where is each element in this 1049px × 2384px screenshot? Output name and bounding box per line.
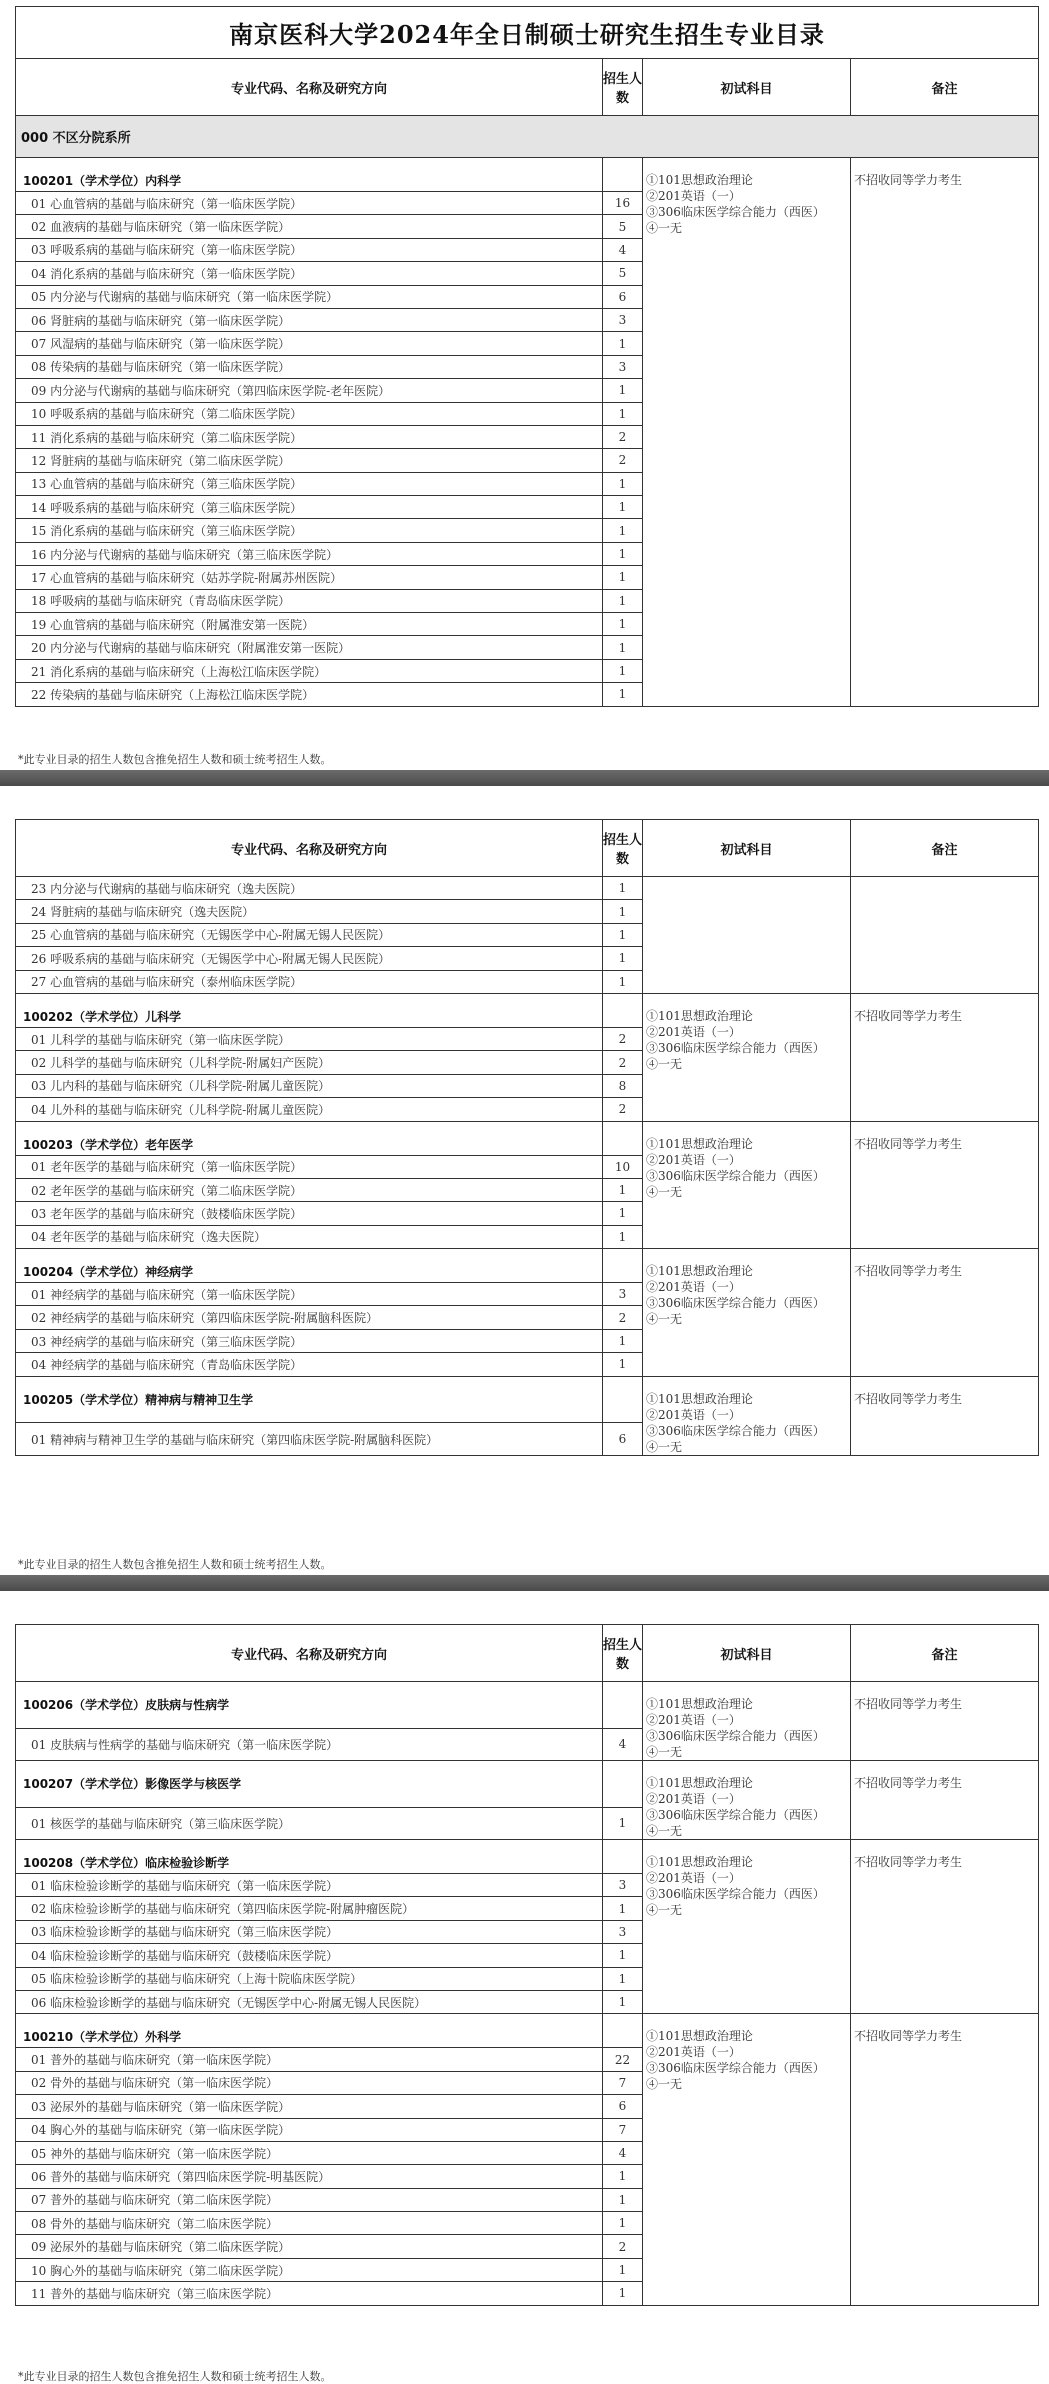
exam-subject-item: ④一无 — [646, 1184, 683, 1199]
remark-cell — [851, 877, 1039, 994]
exam-subject-item: ①101思想政治理论 — [646, 1855, 753, 1869]
direction-quota: 1 — [603, 496, 643, 519]
remark-text: 不招收同等学力考生 — [854, 1264, 963, 1279]
direction-quota: 5 — [603, 215, 643, 238]
header-notes: 备注 — [851, 1625, 1039, 1682]
header-major: 专业代码、名称及研究方向 — [16, 820, 603, 877]
direction-quota: 1 — [603, 947, 643, 970]
direction-quota: 5 — [603, 262, 643, 285]
direction-name: 03 泌尿外的基础与临床研究（第一临床医学院） — [16, 2095, 603, 2118]
exam-subject-item: ②201英语（一） — [646, 189, 741, 203]
exam-subject-item: ①101思想政治理论 — [646, 1264, 753, 1279]
page-separator — [0, 1575, 1049, 1591]
remark-cell — [851, 1761, 1039, 1840]
direction-name: 03 呼吸系病的基础与临床研究（第一临床医学院） — [16, 238, 603, 261]
direction-quota: 1 — [603, 1329, 643, 1352]
direction-quota: 22 — [603, 2048, 643, 2071]
exam-subjects — [643, 1249, 851, 1377]
major-quota — [603, 1376, 643, 1423]
exam-subject-item: ③306临床医学综合能力（西医） — [646, 1729, 825, 1743]
exam-subject-item: ②201英语（一） — [646, 2045, 741, 2060]
direction-quota: 1 — [603, 636, 643, 659]
direction-quota: 16 — [603, 192, 643, 215]
direction-quota: 6 — [603, 285, 643, 308]
direction-quota: 3 — [603, 1874, 643, 1897]
catalog-table-1 — [15, 6, 1038, 707]
header-quota: 招生人数 — [603, 820, 643, 877]
major-row — [16, 158, 1039, 192]
direction-quota: 4 — [603, 238, 643, 261]
exam-subject-item: ②201英语（一） — [646, 1713, 741, 1727]
direction-name: 02 血液病的基础与临床研究（第一临床医学院） — [16, 215, 603, 238]
direction-name: 01 儿科学的基础与临床研究（第一临床医学院） — [16, 1027, 603, 1050]
direction-name: 06 普外的基础与临床研究（第四临床医学院-明基医院） — [16, 2165, 603, 2188]
direction-quota: 3 — [603, 1283, 643, 1306]
page-title: 南京医科大学2024年全日制硕士研究生招生专业目录 — [16, 7, 1039, 59]
major-name: 100207（学术学位）影像医学与核医学 — [16, 1761, 603, 1808]
direction-name: 12 肾脏病的基础与临床研究（第二临床医学院） — [16, 449, 603, 472]
remark-text: 不招收同等学力考生 — [854, 1855, 963, 1869]
major-name: 100204（学术学位）神经病学 — [16, 1249, 603, 1283]
direction-name: 22 传染病的基础与临床研究（上海松江临床医学院） — [16, 683, 603, 706]
direction-name: 11 普外的基础与临床研究（第三临床医学院） — [16, 2282, 603, 2305]
direction-quota: 2 — [603, 1098, 643, 1121]
direction-name: 16 内分泌与代谢病的基础与临床研究（第三临床医学院） — [16, 542, 603, 565]
major-row — [16, 1121, 1039, 1155]
direction-quota: 2 — [603, 1306, 643, 1329]
direction-quota: 1 — [603, 1178, 643, 1201]
direction-quota: 3 — [603, 355, 643, 378]
exam-subject-item: ③306临床医学综合能力（西医） — [646, 1808, 825, 1822]
exam-subject-item: ②201英语（一） — [646, 1407, 741, 1422]
remark-text: 不招收同等学力考生 — [854, 1697, 963, 1711]
exam-subject-item: ④一无 — [646, 1056, 683, 1071]
footnote: *此专业目录的招生人数包含推免招生人数和硕士统考招生人数。 — [18, 753, 332, 766]
exam-subject-item: ④一无 — [646, 1312, 683, 1327]
direction-name: 02 儿科学的基础与临床研究（儿科学院-附属妇产医院） — [16, 1051, 603, 1074]
direction-quota: 6 — [603, 1423, 643, 1455]
direction-name: 05 临床检验诊断学的基础与临床研究（上海十院临床医学院） — [16, 1967, 603, 1990]
exam-subject-item: ①101思想政治理论 — [646, 1136, 753, 1151]
direction-quota: 1 — [603, 1807, 643, 1839]
direction-name: 17 心血管病的基础与临床研究（姑苏学院-附属苏州医院） — [16, 566, 603, 589]
direction-name: 21 消化系病的基础与临床研究（上海松江临床医学院） — [16, 659, 603, 682]
major-quota — [603, 1840, 643, 1874]
major-row — [16, 1840, 1039, 1874]
direction-quota: 1 — [603, 877, 643, 900]
remark-cell — [851, 1249, 1039, 1377]
exam-subject-item: ②201英语（一） — [646, 1792, 741, 1806]
major-name: 100208（学术学位）临床检验诊断学 — [16, 1840, 603, 1874]
remark-text: 不招收同等学力考生 — [854, 173, 963, 187]
catalog-table-3 — [15, 1624, 1038, 2306]
exam-subjects — [643, 993, 851, 1121]
direction-name: 09 泌尿外的基础与临床研究（第二临床医学院） — [16, 2235, 603, 2258]
exam-subject-item: ②201英语（一） — [646, 1280, 741, 1295]
direction-quota: 1 — [603, 402, 643, 425]
direction-quota: 1 — [603, 589, 643, 612]
major-row — [16, 1376, 1039, 1423]
direction-quota: 1 — [603, 2282, 643, 2305]
direction-name: 04 胸心外的基础与临床研究（第一临床医学院） — [16, 2118, 603, 2141]
direction-name: 20 内分泌与代谢病的基础与临床研究（附属淮安第一医院） — [16, 636, 603, 659]
catalog-table-2 — [15, 819, 1038, 1456]
direction-quota: 1 — [603, 542, 643, 565]
direction-name: 01 皮肤病与性病学的基础与临床研究（第一临床医学院） — [16, 1728, 603, 1760]
direction-name: 06 临床检验诊断学的基础与临床研究（无锡医学中心-附属无锡人民医院） — [16, 1990, 603, 2013]
exam-subject-item: ④一无 — [646, 221, 683, 235]
exam-subject-item: ①101思想政治理论 — [646, 1008, 753, 1023]
remark-cell — [851, 158, 1039, 707]
direction-name: 04 消化系病的基础与临床研究（第一临床医学院） — [16, 262, 603, 285]
exam-subject-item: ③306临床医学综合能力（西医） — [646, 1296, 825, 1311]
header-notes: 备注 — [851, 59, 1039, 116]
exam-subject-item: ③306临床医学综合能力（西医） — [646, 1040, 825, 1055]
direction-name: 03 儿内科的基础与临床研究（儿科学院-附属儿童医院） — [16, 1074, 603, 1097]
exam-subject-item: ③306临床医学综合能力（西医） — [646, 1887, 825, 1901]
direction-name: 27 心血管病的基础与临床研究（泰州临床医学院） — [16, 970, 603, 993]
remark-cell — [851, 993, 1039, 1121]
direction-name: 07 普外的基础与临床研究（第二临床医学院） — [16, 2188, 603, 2211]
direction-quota: 1 — [603, 519, 643, 542]
exam-subjects — [643, 1761, 851, 1840]
exam-subject-item: ①101思想政治理论 — [646, 2029, 753, 2044]
footnote: *此专业目录的招生人数包含推免招生人数和硕士统考招生人数。 — [18, 1558, 332, 1571]
major-row — [16, 2014, 1039, 2048]
exam-subject-item: ④一无 — [646, 1903, 683, 1917]
remark-text: 不招收同等学力考生 — [854, 2029, 963, 2044]
direction-quota: 10 — [603, 1155, 643, 1178]
direction-name: 23 内分泌与代谢病的基础与临床研究（逸夫医院） — [16, 877, 603, 900]
exam-subjects — [643, 1376, 851, 1455]
direction-quota: 1 — [603, 923, 643, 946]
direction-name: 14 呼吸系病的基础与临床研究（第三临床医学院） — [16, 496, 603, 519]
direction-name: 02 神经病学的基础与临床研究（第四临床医学院-附属脑科医院） — [16, 1306, 603, 1329]
header-subjects: 初试科目 — [643, 1625, 851, 1682]
direction-name: 11 消化系病的基础与临床研究（第二临床医学院） — [16, 425, 603, 448]
exam-subject-item: ④一无 — [646, 1745, 683, 1759]
direction-quota: 2 — [603, 425, 643, 448]
direction-quota: 1 — [603, 2258, 643, 2281]
major-quota — [603, 158, 643, 192]
direction-quota: 4 — [603, 1728, 643, 1760]
exam-subjects — [643, 1121, 851, 1249]
major-row — [16, 1761, 1039, 1808]
direction-quota: 1 — [603, 659, 643, 682]
direction-name: 19 心血管病的基础与临床研究（附属淮安第一医院） — [16, 613, 603, 636]
department-row: 000 不区分院系所 — [16, 116, 1039, 158]
direction-name: 08 骨外的基础与临床研究（第二临床医学院） — [16, 2212, 603, 2235]
exam-subjects — [643, 1840, 851, 2014]
direction-name: 04 神经病学的基础与临床研究（青岛临床医学院） — [16, 1353, 603, 1376]
direction-name: 03 神经病学的基础与临床研究（第三临床医学院） — [16, 1329, 603, 1352]
direction-name: 01 普外的基础与临床研究（第一临床医学院） — [16, 2048, 603, 2071]
exam-subject-item: ①101思想政治理论 — [646, 1697, 753, 1711]
direction-quota: 1 — [603, 472, 643, 495]
major-quota — [603, 1761, 643, 1808]
direction-name: 24 肾脏病的基础与临床研究（逸夫医院） — [16, 900, 603, 923]
remark-text: 不招收同等学力考生 — [854, 1008, 963, 1023]
direction-name: 05 神外的基础与临床研究（第一临床医学院） — [16, 2141, 603, 2164]
major-name: 100210（学术学位）外科学 — [16, 2014, 603, 2048]
direction-name: 02 老年医学的基础与临床研究（第二临床医学院） — [16, 1178, 603, 1201]
exam-subject-item: ①101思想政治理论 — [646, 1391, 753, 1406]
footnote: *此专业目录的招生人数包含推免招生人数和硕士统考招生人数。 — [18, 2370, 332, 2383]
direction-quota: 1 — [603, 1897, 643, 1920]
remark-text: 不招收同等学力考生 — [854, 1391, 963, 1406]
direction-name: 01 神经病学的基础与临床研究（第一临床医学院） — [16, 1283, 603, 1306]
direction-quota: 2 — [603, 449, 643, 472]
header-notes: 备注 — [851, 820, 1039, 877]
direction-name: 18 呼吸病的基础与临床研究（青岛临床医学院） — [16, 589, 603, 612]
exam-subject-item: ③306临床医学综合能力（西医） — [646, 1423, 825, 1438]
direction-name: 04 儿外科的基础与临床研究（儿科学院-附属儿童医院） — [16, 1098, 603, 1121]
direction-quota: 4 — [603, 2141, 643, 2164]
exam-subject-item: ②201英语（一） — [646, 1871, 741, 1885]
remark-cell — [851, 2014, 1039, 2305]
major-name: 100202（学术学位）儿科学 — [16, 993, 603, 1027]
direction-quota: 1 — [603, 2165, 643, 2188]
direction-quota: 1 — [603, 613, 643, 636]
direction-name: 15 消化系病的基础与临床研究（第三临床医学院） — [16, 519, 603, 542]
remark-cell — [851, 1682, 1039, 1761]
direction-name: 07 风湿病的基础与临床研究（第一临床医学院） — [16, 332, 603, 355]
header-subjects: 初试科目 — [643, 820, 851, 877]
major-name: 100203（学术学位）老年医学 — [16, 1121, 603, 1155]
direction-name: 08 传染病的基础与临床研究（第一临床医学院） — [16, 355, 603, 378]
direction-name: 03 老年医学的基础与临床研究（鼓楼临床医学院） — [16, 1202, 603, 1225]
direction-quota: 1 — [603, 332, 643, 355]
direction-quota: 1 — [603, 1944, 643, 1967]
exam-subjects — [643, 877, 851, 994]
direction-name: 10 胸心外的基础与临床研究（第二临床医学院） — [16, 2258, 603, 2281]
major-row — [16, 1249, 1039, 1283]
exam-subjects — [643, 1682, 851, 1761]
major-quota — [603, 2014, 643, 2048]
exam-subject-item: ②201英语（一） — [646, 1152, 741, 1167]
direction-quota: 7 — [603, 2118, 643, 2141]
major-quota — [603, 1121, 643, 1155]
header-major: 专业代码、名称及研究方向 — [16, 1625, 603, 1682]
direction-quota: 6 — [603, 2095, 643, 2118]
direction-name: 01 老年医学的基础与临床研究（第一临床医学院） — [16, 1155, 603, 1178]
direction-row — [16, 877, 1039, 900]
direction-name: 01 精神病与精神卫生学的基础与临床研究（第四临床医学院-附属脑科医院） — [16, 1423, 603, 1455]
major-name: 100205（学术学位）精神病与精神卫生学 — [16, 1376, 603, 1423]
direction-quota: 3 — [603, 1920, 643, 1943]
exam-subject-item: ①101思想政治理论 — [646, 1776, 753, 1790]
exam-subject-item: ③306临床医学综合能力（西医） — [646, 205, 825, 219]
direction-name: 09 内分泌与代谢病的基础与临床研究（第四临床医学院-老年医院） — [16, 379, 603, 402]
direction-quota: 8 — [603, 1074, 643, 1097]
direction-quota: 1 — [603, 566, 643, 589]
direction-name: 05 内分泌与代谢病的基础与临床研究（第一临床医学院） — [16, 285, 603, 308]
page-separator — [0, 770, 1049, 786]
direction-quota: 2 — [603, 2235, 643, 2258]
direction-name: 10 呼吸系病的基础与临床研究（第二临床医学院） — [16, 402, 603, 425]
direction-quota: 1 — [603, 900, 643, 923]
direction-quota: 1 — [603, 1202, 643, 1225]
direction-quota: 1 — [603, 1353, 643, 1376]
exam-subject-item: ④一无 — [646, 2077, 683, 2092]
direction-name: 02 临床检验诊断学的基础与临床研究（第四临床医学院-附属肿瘤医院） — [16, 1897, 603, 1920]
remark-text: 不招收同等学力考生 — [854, 1776, 963, 1790]
direction-quota: 7 — [603, 2071, 643, 2094]
remark-text: 不招收同等学力考生 — [854, 1136, 963, 1151]
direction-name: 06 肾脏病的基础与临床研究（第一临床医学院） — [16, 308, 603, 331]
header-quota: 招生人数 — [603, 1625, 643, 1682]
direction-name: 01 核医学的基础与临床研究（第三临床医学院） — [16, 1807, 603, 1839]
exam-subject-item: ②201英语（一） — [646, 1024, 741, 1039]
major-quota — [603, 993, 643, 1027]
direction-quota: 1 — [603, 2188, 643, 2211]
exam-subject-item: ③306临床医学综合能力（西医） — [646, 1168, 825, 1183]
remark-cell — [851, 1376, 1039, 1455]
exam-subjects — [643, 2014, 851, 2305]
header-subjects: 初试科目 — [643, 59, 851, 116]
direction-name: 04 老年医学的基础与临床研究（逸夫医院） — [16, 1225, 603, 1248]
major-row — [16, 993, 1039, 1027]
direction-name: 02 骨外的基础与临床研究（第一临床医学院） — [16, 2071, 603, 2094]
direction-quota: 2 — [603, 1051, 643, 1074]
major-name: 100206（学术学位）皮肤病与性病学 — [16, 1682, 603, 1729]
header-quota: 招生人数 — [603, 59, 643, 116]
direction-quota: 1 — [603, 379, 643, 402]
major-row — [16, 1682, 1039, 1729]
direction-quota: 1 — [603, 1990, 643, 2013]
major-quota — [603, 1249, 643, 1283]
direction-quota: 1 — [603, 1967, 643, 1990]
direction-name: 13 心血管病的基础与临床研究（第三临床医学院） — [16, 472, 603, 495]
direction-name: 25 心血管病的基础与临床研究（无锡医学中心-附属无锡人民医院） — [16, 923, 603, 946]
direction-name: 04 临床检验诊断学的基础与临床研究（鼓楼临床医学院） — [16, 1944, 603, 1967]
direction-name: 03 临床检验诊断学的基础与临床研究（第三临床医学院） — [16, 1920, 603, 1943]
header-major: 专业代码、名称及研究方向 — [16, 59, 603, 116]
remark-cell — [851, 1840, 1039, 2014]
direction-quota: 2 — [603, 1027, 643, 1050]
exam-subject-item: ③306临床医学综合能力（西医） — [646, 2061, 825, 2076]
exam-subjects — [643, 158, 851, 707]
exam-subject-item: ①101思想政治理论 — [646, 173, 753, 187]
direction-quota: 1 — [603, 2212, 643, 2235]
direction-quota: 3 — [603, 308, 643, 331]
direction-name: 01 临床检验诊断学的基础与临床研究（第一临床医学院） — [16, 1874, 603, 1897]
exam-subject-item: ④一无 — [646, 1439, 683, 1454]
direction-name: 26 呼吸系病的基础与临床研究（无锡医学中心-附属无锡人民医院） — [16, 947, 603, 970]
direction-quota: 1 — [603, 683, 643, 706]
exam-subject-item: ④一无 — [646, 1824, 683, 1838]
remark-cell — [851, 1121, 1039, 1249]
major-name: 100201（学术学位）内科学 — [16, 158, 603, 192]
major-quota — [603, 1682, 643, 1729]
direction-quota: 1 — [603, 970, 643, 993]
direction-quota: 1 — [603, 1225, 643, 1248]
direction-name: 01 心血管病的基础与临床研究（第一临床医学院） — [16, 192, 603, 215]
